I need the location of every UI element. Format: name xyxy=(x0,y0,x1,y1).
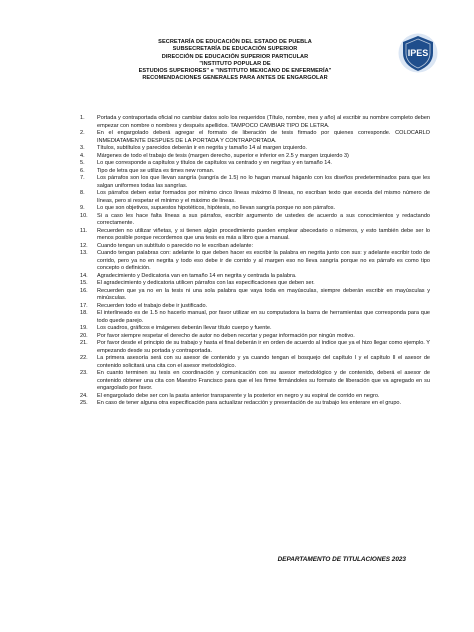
list-item xyxy=(80,250,430,273)
item-text: Recuerden no utilizar viñetas, y si tienen algún procedimiento pueden emplear abecedario o números, y esto también debe ser lo menos posible porque recordemos que una tesis es más a libro que a manual. xyxy=(97,227,430,241)
item-text: Los cuadros, gráficos e imágenes deberán llevar título cuerpo y fuente. xyxy=(97,325,272,331)
item-text: Portada y contraportada oficial no cambiar datos solo los requeridos (Título, nombre, mes y año) al escribir su nombre completo deben empezar con nombre o nombres y después apellidos. TAMPOCO CAMBIAR TIPO DE LETRA. xyxy=(97,115,430,129)
list-item xyxy=(80,400,430,408)
recommendations-list xyxy=(80,115,430,408)
item-number: 25. xyxy=(80,400,88,406)
item-number: 3. xyxy=(80,145,85,151)
list-item xyxy=(80,153,430,161)
list-item xyxy=(80,160,430,168)
header-line-6: RECOMENDACIONES GENERALES PARA ANTES DE ENGARGOLAR xyxy=(142,75,328,82)
item-number: 11. xyxy=(80,227,88,234)
item-text: Lo que corresponde a capítulos y títulos de capítulos va centrado y en negritas y en tamaño 14. xyxy=(97,160,332,166)
item-text: En caso de tener alguna otra especificación para actualizar redacción y presentación de su trabajo les enterare en el grupo. xyxy=(97,400,402,406)
item-number: 15. xyxy=(80,280,88,286)
item-text: Recuerden que ya no en la tesis ni una sola palabra que vaya toda en mayúsculas, siempre deberán escribir en mayúsculas y minúsculas. xyxy=(97,287,430,301)
list-item xyxy=(80,288,430,303)
item-number: 17. xyxy=(80,302,88,309)
item-number: 7. xyxy=(80,175,85,181)
ipes-shield-icon xyxy=(398,33,438,73)
item-text: El interlineado es de 1.5 no hacerlo manual, por favor utilizar en su computadora la barra de herramientas que corresponda para que todo quede parejo. xyxy=(97,310,430,324)
list-item xyxy=(80,213,430,228)
item-number: 12. xyxy=(80,242,88,249)
item-text: El engargolado debe ser con la pasta anterior transparente y la posterior en negro y su espiral de corrido en negro. xyxy=(97,392,380,399)
item-number: 22. xyxy=(80,355,88,361)
header-line-3: DIRECCIÓN DE EDUCACIÓN SUPERIOR PARTICULAR xyxy=(161,53,309,60)
header-line-5: ESTUDIOS SUPERIORES" e "INSTITUTO MEXICANO DE ENFERMERÍA" xyxy=(138,68,332,75)
list-item xyxy=(80,205,430,213)
item-text: La primera asesoría será con su asesor de contenido y ya cuando tengan el bosquejo del capítulo I y el capítulo II el asesor de contenido solicitará una cita con el asesor metodológico. xyxy=(97,355,430,369)
item-number: 9. xyxy=(80,205,85,211)
item-number: 19. xyxy=(80,325,88,331)
item-text: Agradecimiento y Dedicatoria van en tamaño 14 en negrita y centrada la palabra. xyxy=(97,272,297,279)
list-item xyxy=(80,340,430,355)
list-item xyxy=(80,115,430,130)
item-text: En el engargolado deberá agregar el formato de liberación de tesis firmado por quienes corresponde. COLOCARLO INMEDIATAMENTE DESPUES DE LA PORTADA Y CONTRAPORTADA. xyxy=(97,130,430,144)
header-line-1: SECRETARÍA DE EDUCACIÓN DEL ESTADO DE PUEBLA xyxy=(158,39,312,45)
list-item xyxy=(80,355,430,370)
footer-department: DEPARTAMENTO DE TITULACIONES 2023 xyxy=(277,556,406,563)
item-number: 14. xyxy=(80,272,88,279)
item-number: 8. xyxy=(80,190,85,196)
logo-text: IPES xyxy=(407,48,429,58)
item-text: Tipo de letra que se utiliza es times new roman. xyxy=(97,167,215,174)
item-text: Cuando tengan palabras con: adelante lo que deben hacer es escribir la palabra en negrita junto con sus: y adelante escribir todo de corrido, pero ya no en negrita y todo eso debe ir de corrido y al margen eso no lleva sangría porque no es párrafo es como tipo concepto o definición. xyxy=(97,250,430,271)
list-item xyxy=(80,273,430,281)
list-item xyxy=(80,333,430,341)
item-number: 13. xyxy=(80,250,88,256)
item-text: Cuando tengan un subtítulo o parecido no le escriban adelante: xyxy=(97,242,254,249)
item-text: Los párrafos deben estar formados por mínimo cinco líneas máximo 8 líneas, no escriban texto que exceda del mismo número de líneas, pero si respetar el mínimo y el máximo de líneas. xyxy=(97,190,430,204)
list-item xyxy=(80,175,430,190)
item-text: Los párrafos son los que llevan sangría (sangría de 1.5) no lo hagan manual háganlo con los diseños predeterminados para que les salgan uniformes todas las sangrías. xyxy=(97,175,430,189)
list-item xyxy=(80,310,430,325)
list-item xyxy=(80,325,430,333)
list-item xyxy=(80,393,430,401)
item-number: 1. xyxy=(80,115,85,121)
item-text: Recuerden todo el trabajo debe ir justificado. xyxy=(97,302,208,309)
item-text: Márgenes de todo el trabajo de tesis (margen derecho, superior e inferior en 2.5 y margen izquierdo 3) xyxy=(97,152,349,159)
item-text: En cuanto terminen su tesis en coordinación y comunicación con su asesor metodológico y de contenido, deberá el asesor de contenido obtener una cita con Maestro Francisco para que el les firme firmándoles su formato de liberación que va agregado en su engargolado por favor. xyxy=(97,370,430,391)
list-item xyxy=(80,243,430,251)
item-text: Títulos, subtítulos y parecidos deberán ir en negrita y tamaño 14 al margen izquierdo. xyxy=(97,145,307,151)
item-number: 6. xyxy=(80,167,85,174)
item-text: Por favor siempre respetar el derecho de autor no deben recortar y pegar información por ningún motivo. xyxy=(97,332,355,339)
list-item xyxy=(80,145,430,153)
item-number: 2. xyxy=(80,130,85,136)
list-item xyxy=(80,303,430,311)
item-number: 18. xyxy=(80,310,88,316)
list-item xyxy=(80,228,430,243)
header-line-2: SUBSECRETARÍA DE EDUCACIÓN SUPERIOR xyxy=(172,46,298,53)
list-item xyxy=(80,280,430,288)
header-line-4: "INSTITUTO POPULAR DE xyxy=(199,60,271,67)
item-text: Si a caso les hace falta líneas a sus párrafos, escribir argumento de ustedes de acuerdo a sus conocimientos y redactando correctamente. xyxy=(97,212,430,226)
item-number: 24. xyxy=(80,392,88,399)
item-text: El agradecimiento y dedicatoria utilicen párrafos con las especificaciones que deben ser. xyxy=(97,280,315,286)
item-number: 21. xyxy=(80,340,88,346)
item-number: 20. xyxy=(80,332,88,339)
item-number: 23. xyxy=(80,370,88,376)
item-number: 4. xyxy=(80,152,85,159)
item-text: Por favor desde el principio de su trabajo y hasta el final deberán ir en orden de acuerdo al índice que ya el hizo llegar como ejemplo. Y empezando desde su portada y contraportada. xyxy=(97,340,430,354)
document-header xyxy=(80,39,390,83)
item-number: 16. xyxy=(80,287,88,294)
item-text: Lo que son objetivos, supuestos hipotéticos, hipótesis, no llevan sangría porque no son párrafos. xyxy=(97,205,336,211)
ipes-logo xyxy=(398,33,438,73)
list-item xyxy=(80,190,430,205)
list-item xyxy=(80,370,430,393)
list-item xyxy=(80,130,430,145)
item-number: 10. xyxy=(80,212,88,219)
item-number: 5. xyxy=(80,160,85,166)
list-item xyxy=(80,168,430,176)
